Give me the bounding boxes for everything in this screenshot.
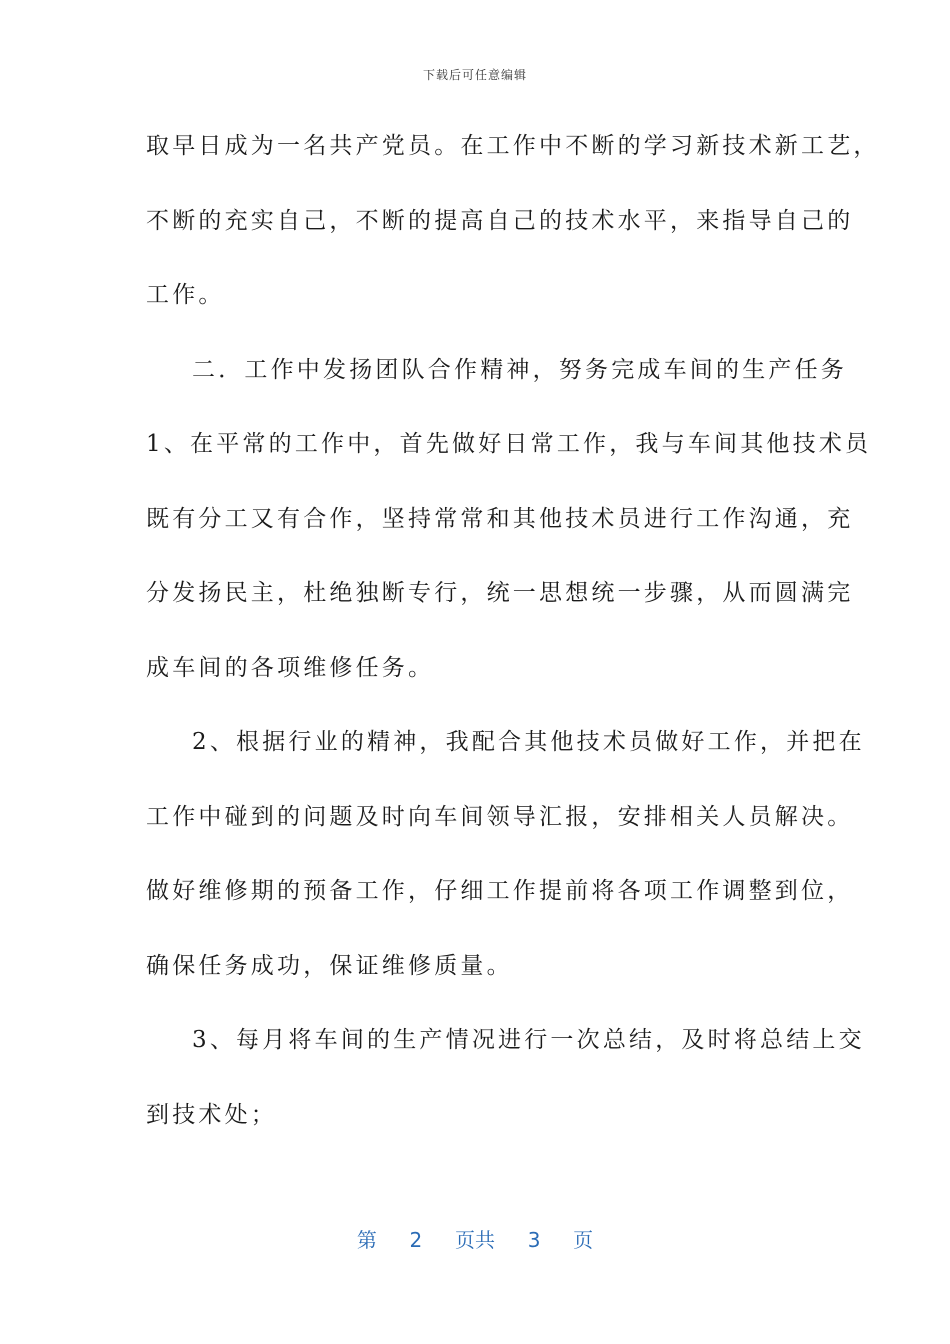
paragraph-line-11: 做好维修期的预备工作，仔细工作提前将各项工作调整到位，	[146, 878, 854, 904]
paragraph-line-10: 工作中碰到的问题及时向车间领导汇报，安排相关人员解决。	[146, 803, 854, 830]
document-body	[146, 124, 880, 1167]
footer-total-pages: 3	[527, 1228, 541, 1252]
paragraph-line-7: 分发扬民主，杜绝独断专行，统一思想统一步骤，从而圆满完	[146, 580, 854, 606]
paragraph-line-9: 2、根据行业的精神，我配合其他技术员做好工作，并把在	[192, 729, 865, 755]
paragraph-line-14: 到技术处；	[146, 1101, 277, 1128]
footer-suffix: 页	[573, 1228, 594, 1252]
paragraph-line-12: 确保任务成功，保证维修质量。	[146, 952, 513, 979]
section-heading: 二．工作中发扬团队合作精神，努务完成车间的生产任务	[192, 356, 847, 383]
paragraph-line-13: 3、每月将车间的生产情况进行一次总结，及时将总结上交	[192, 1027, 865, 1053]
footer-page-number: 2	[409, 1228, 423, 1252]
paragraph-line-2: 不断的充实自己，不断的提高自己的技术水平，来指导自己的	[146, 207, 854, 234]
page-header: 下载后可任意编辑	[422, 68, 527, 82]
paragraph-line-1: 取早日成为一名共产党员。在工作中不断的学习新技术新工艺，	[146, 133, 880, 159]
paragraph-line-8: 成车间的各项维修任务。	[146, 654, 435, 681]
footer-prefix: 第	[356, 1228, 377, 1252]
paragraph-line-5: 1、在平常的工作中，首先做好日常工作，我与车间其他技术员	[146, 431, 872, 457]
page-footer	[0, 1224, 950, 1253]
paragraph-line-3: 工作。	[146, 282, 225, 308]
paragraph-line-6: 既有分工又有合作，坚持常常和其他技术员进行工作沟通，充	[146, 505, 854, 532]
footer-middle: 页共	[455, 1228, 495, 1252]
